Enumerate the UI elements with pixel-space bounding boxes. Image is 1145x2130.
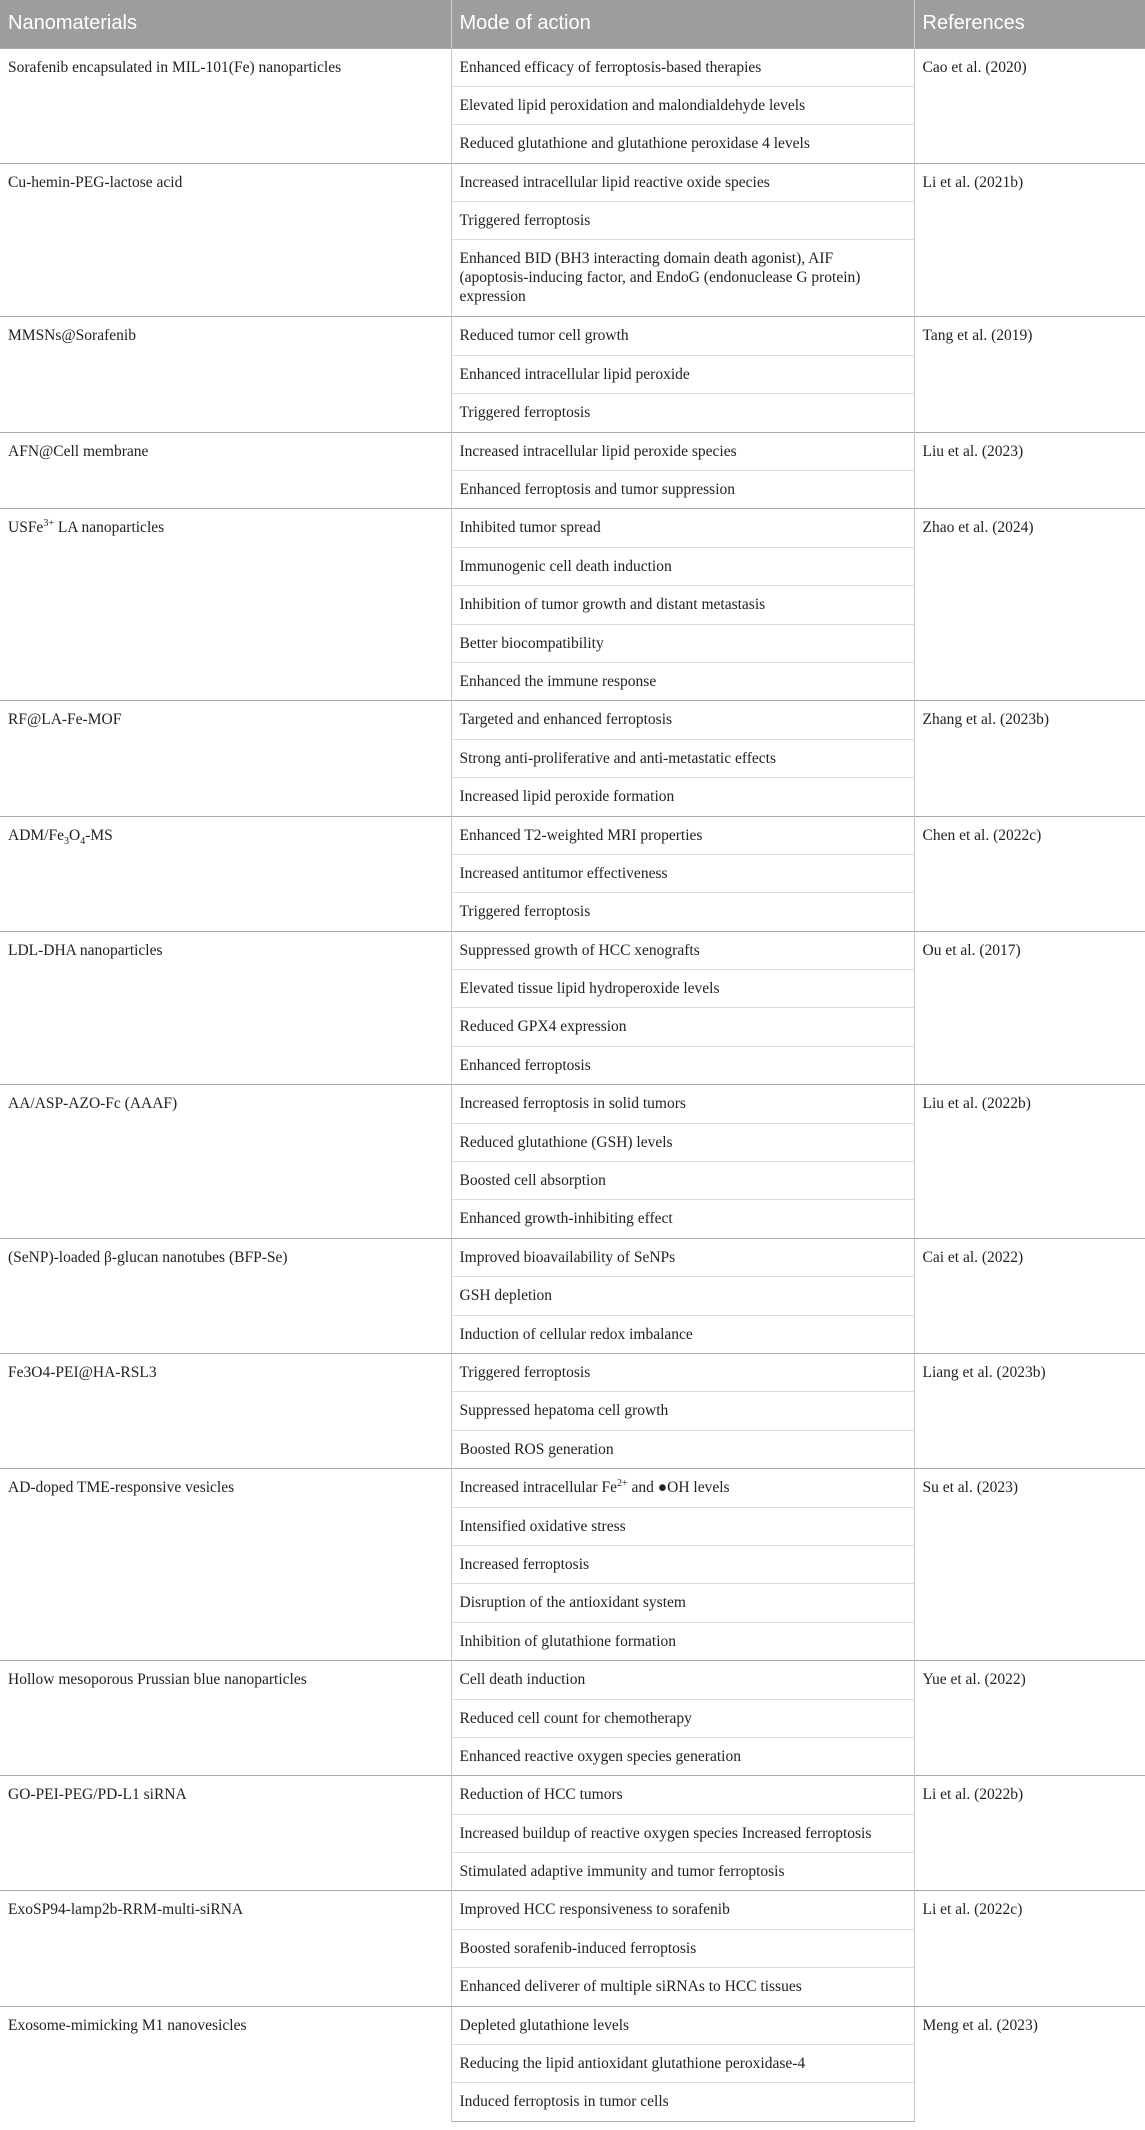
mode-of-action: Induced ferroptosis in tumor cells	[451, 2083, 914, 2121]
mode-of-action: Elevated lipid peroxidation and malondialdehyde levels	[451, 86, 914, 124]
reference: Zhang et al. (2023b)	[914, 701, 1145, 816]
mode-of-action: Induction of cellular redox imbalance	[451, 1315, 914, 1353]
mode-of-action: Inhibited tumor spread	[451, 509, 914, 547]
reference: Tang et al. (2019)	[914, 317, 1145, 432]
table-row	[0, 317, 1145, 355]
mode-of-action: Enhanced growth-inhibiting effect	[451, 1200, 914, 1238]
name-part: USFe	[8, 519, 44, 537]
table-row	[0, 1469, 1145, 1507]
superscript: 2+	[617, 1478, 628, 1490]
reference: Li et al. (2021b)	[914, 163, 1145, 317]
mode-of-action: Improved bioavailability of SeNPs	[451, 1238, 914, 1276]
mode-of-action: Enhanced T2-weighted MRI properties	[451, 816, 914, 854]
reference: Cai et al. (2022)	[914, 1238, 1145, 1353]
header-row	[0, 0, 1145, 48]
mode-part: and ●OH levels	[627, 1479, 730, 1497]
nanomaterial-name: LDL-DHA nanoparticles	[0, 931, 451, 1085]
mode-of-action: Depleted glutathione levels	[451, 2006, 914, 2044]
nanomaterial-name	[0, 816, 451, 931]
name-part: -MS	[85, 826, 113, 844]
mode-of-action: Inhibition of tumor growth and distant metastasis	[451, 586, 914, 624]
header-references: References	[914, 0, 1145, 48]
reference: Zhao et al. (2024)	[914, 509, 1145, 701]
table-row	[0, 816, 1145, 854]
table-row	[0, 163, 1145, 201]
mode-of-action: Increased lipid peroxide formation	[451, 778, 914, 816]
mode-of-action: Reduced tumor cell growth	[451, 317, 914, 355]
mode-of-action: Enhanced deliverer of multiple siRNAs to HCC tissues	[451, 1968, 914, 2006]
mode-of-action: Intensified oxidative stress	[451, 1507, 914, 1545]
mode-of-action	[451, 1469, 914, 1507]
mode-of-action: Reduced glutathione and glutathione peroxidase 4 levels	[451, 125, 914, 163]
mode-of-action: Triggered ferroptosis	[451, 202, 914, 240]
mode-of-action: Triggered ferroptosis	[451, 394, 914, 432]
nanomaterial-name: RF@LA-Fe-MOF	[0, 701, 451, 816]
mode-of-action: Enhanced efficacy of ferroptosis-based therapies	[451, 48, 914, 86]
header-nanomaterials: Nanomaterials	[0, 0, 451, 48]
mode-of-action: Elevated tissue lipid hydroperoxide levels	[451, 970, 914, 1008]
reference: Li et al. (2022c)	[914, 1891, 1145, 2006]
table-row	[0, 432, 1145, 470]
mode-of-action: Cell death induction	[451, 1661, 914, 1699]
mode-of-action: Increased intracellular lipid reactive oxide species	[451, 163, 914, 201]
mode-of-action: Increased ferroptosis	[451, 1545, 914, 1583]
mode-of-action: Enhanced intracellular lipid peroxide	[451, 355, 914, 393]
table-row	[0, 1776, 1145, 1814]
superscript: 3+	[43, 518, 54, 530]
nanomaterial-name: Cu-hemin-PEG-lactose acid	[0, 163, 451, 317]
table-row	[0, 48, 1145, 86]
nanomaterial-name: Fe3O4-PEI@HA-RSL3	[0, 1354, 451, 1469]
reference: Cao et al. (2020)	[914, 48, 1145, 163]
reference: Chen et al. (2022c)	[914, 816, 1145, 931]
mode-of-action: Increased ferroptosis in solid tumors	[451, 1085, 914, 1123]
mode-of-action: Stimulated adaptive immunity and tumor ferroptosis	[451, 1853, 914, 1891]
reference: Li et al. (2022b)	[914, 1776, 1145, 1891]
mode-of-action: Enhanced reactive oxygen species generation	[451, 1737, 914, 1775]
name-part: LA nanoparticles	[53, 519, 165, 537]
reference: Liu et al. (2023)	[914, 432, 1145, 509]
reference: Ou et al. (2017)	[914, 931, 1145, 1085]
table-row	[0, 1238, 1145, 1276]
nanomaterial-name: AD-doped TME-responsive vesicles	[0, 1469, 451, 1661]
mode-of-action: Suppressed hepatoma cell growth	[451, 1392, 914, 1430]
mode-part: Increased intracellular Fe	[459, 1479, 617, 1497]
mode-of-action: Increased buildup of reactive oxygen species Increased ferroptosis	[451, 1814, 914, 1852]
table-row	[0, 1891, 1145, 1929]
name-part: ADM/Fe	[8, 826, 64, 844]
table-row	[0, 701, 1145, 739]
mode-of-action: Triggered ferroptosis	[451, 893, 914, 931]
table-row	[0, 1085, 1145, 1123]
mode-of-action: GSH depletion	[451, 1277, 914, 1315]
subscript: 3	[63, 835, 69, 847]
reference: Meng et al. (2023)	[914, 2006, 1145, 2121]
mode-of-action: Reducing the lipid antioxidant glutathione peroxidase-4	[451, 2045, 914, 2083]
mode-of-action: Reduction of HCC tumors	[451, 1776, 914, 1814]
mode-of-action: Immunogenic cell death induction	[451, 547, 914, 585]
name-part: O	[68, 826, 81, 844]
mode-of-action: Enhanced ferroptosis	[451, 1046, 914, 1084]
mode-of-action: Reduced GPX4 expression	[451, 1008, 914, 1046]
mode-of-action: Inhibition of glutathione formation	[451, 1622, 914, 1660]
nanomaterial-name: MMSNs@Sorafenib	[0, 317, 451, 432]
table-row	[0, 1661, 1145, 1699]
table-row	[0, 2006, 1145, 2044]
mode-of-action: Enhanced ferroptosis and tumor suppression	[451, 471, 914, 509]
mode-of-action: Disruption of the antioxidant system	[451, 1584, 914, 1622]
reference: Liang et al. (2023b)	[914, 1354, 1145, 1469]
header-mode-of-action: Mode of action	[451, 0, 914, 48]
mode-of-action: Reduced cell count for chemotherapy	[451, 1699, 914, 1737]
table-row	[0, 509, 1145, 547]
mode-of-action: Enhanced BID (BH3 interacting domain death agonist), AIF (apoptosis-inducing factor, and EndoG (endonuclease G protein) expression	[451, 240, 914, 317]
mode-of-action: Increased intracellular lipid peroxide species	[451, 432, 914, 470]
nanomaterial-name: (SeNP)-loaded β-glucan nanotubes (BFP-Se)	[0, 1238, 451, 1353]
mode-of-action: Targeted and enhanced ferroptosis	[451, 701, 914, 739]
nanomaterial-name: AA/ASP-AZO-Fc (AAAF)	[0, 1085, 451, 1239]
nanomaterial-name: Sorafenib encapsulated in MIL-101(Fe) nanoparticles	[0, 48, 451, 163]
nanomaterial-name: Hollow mesoporous Prussian blue nanoparticles	[0, 1661, 451, 1776]
mode-of-action: Suppressed growth of HCC xenografts	[451, 931, 914, 969]
reference: Yue et al. (2022)	[914, 1661, 1145, 1776]
nanomaterial-name: GO-PEI-PEG/PD-L1 siRNA	[0, 1776, 451, 1891]
reference: Liu et al. (2022b)	[914, 1085, 1145, 1239]
table-row	[0, 1354, 1145, 1392]
mode-of-action: Strong anti-proliferative and anti-metastatic effects	[451, 739, 914, 777]
mode-of-action: Triggered ferroptosis	[451, 1354, 914, 1392]
mode-of-action: Boosted ROS generation	[451, 1430, 914, 1468]
mode-of-action: Reduced glutathione (GSH) levels	[451, 1123, 914, 1161]
table-row	[0, 931, 1145, 969]
subscript: 4	[80, 835, 86, 847]
mode-of-action: Better biocompatibility	[451, 624, 914, 662]
mode-of-action: Boosted cell absorption	[451, 1162, 914, 1200]
mode-of-action: Boosted sorafenib-induced ferroptosis	[451, 1929, 914, 1967]
reference: Su et al. (2023)	[914, 1469, 1145, 1661]
mode-of-action: Improved HCC responsiveness to sorafenib	[451, 1891, 914, 1929]
nanomaterial-name: AFN@Cell membrane	[0, 432, 451, 509]
nanomaterial-name	[0, 509, 451, 701]
mode-of-action: Increased antitumor effectiveness	[451, 854, 914, 892]
nanomaterial-name: ExoSP94-lamp2b-RRM-multi-siRNA	[0, 1891, 451, 2006]
nanomaterial-name: Exosome-mimicking M1 nanovesicles	[0, 2006, 451, 2121]
mode-of-action: Enhanced the immune response	[451, 662, 914, 700]
